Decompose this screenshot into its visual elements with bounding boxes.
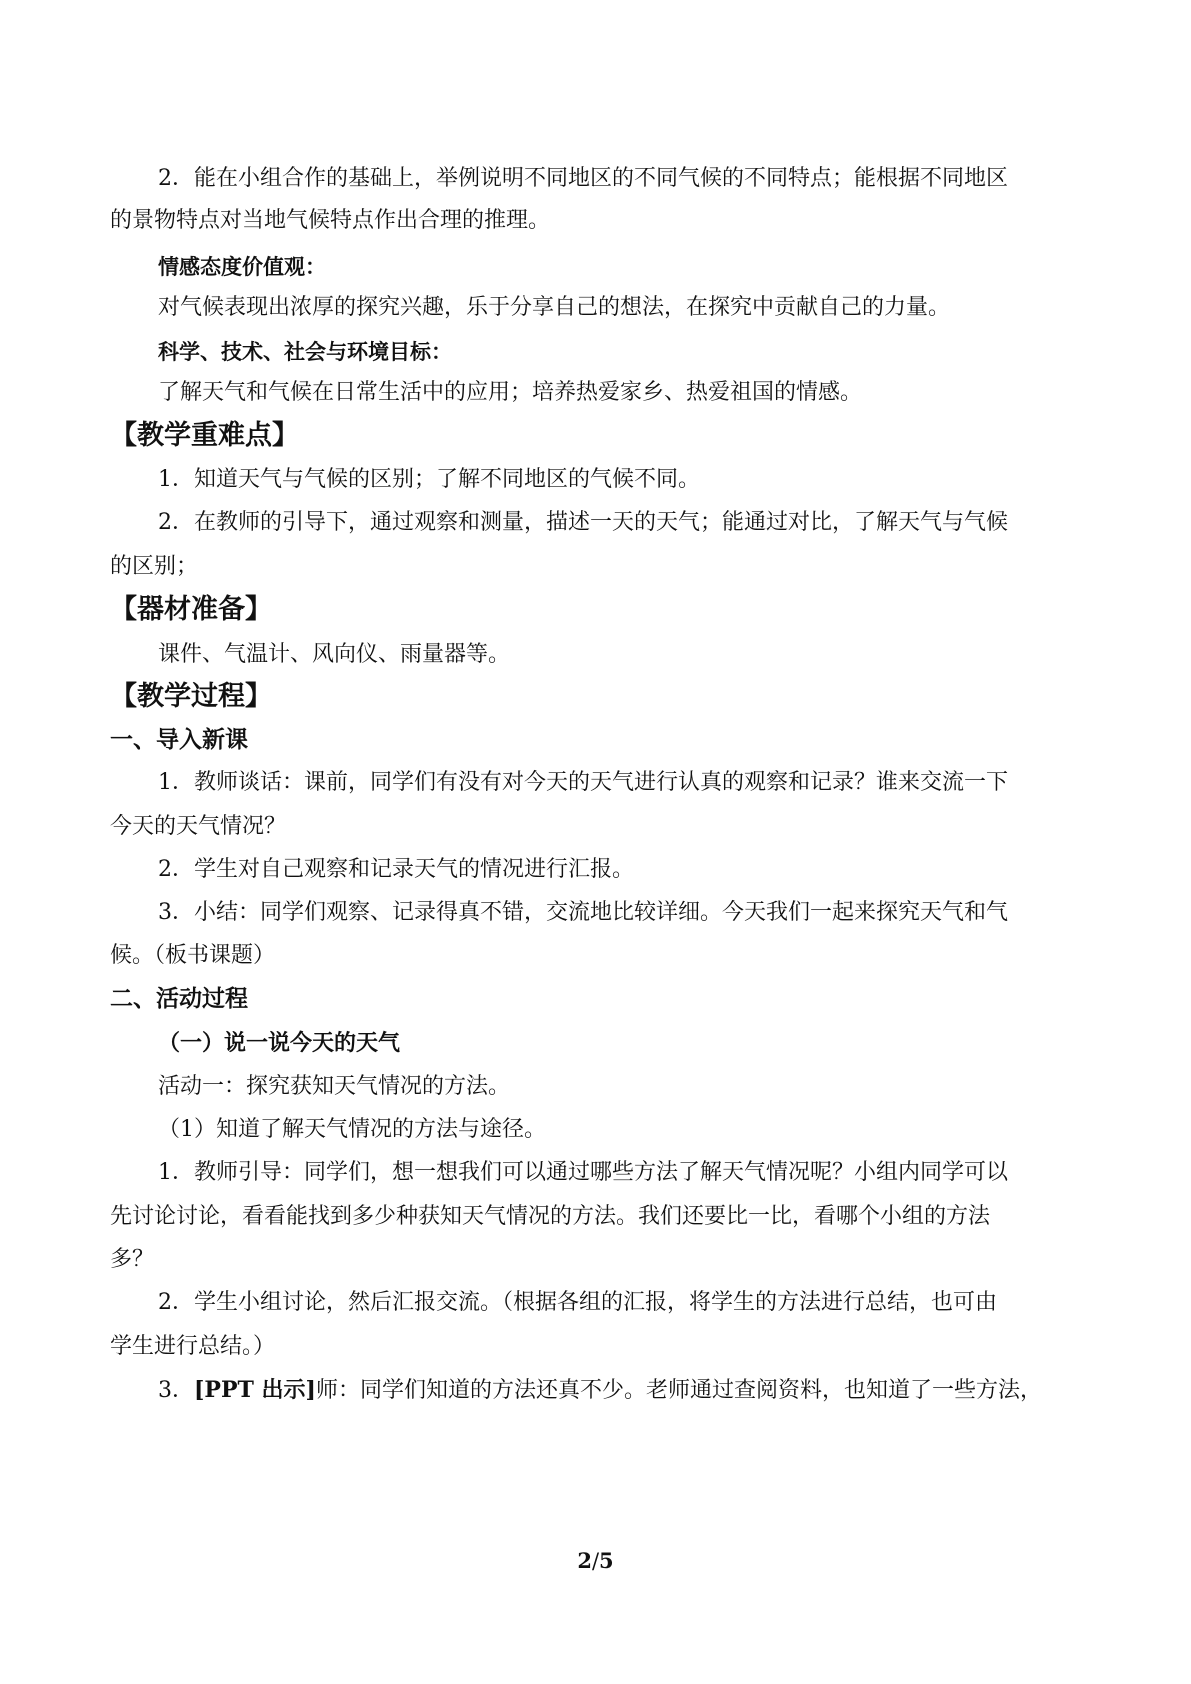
ppt-marker: [PPT 出示]: [194, 1377, 316, 1403]
paragraph-line: 2．学生小组讨论，然后汇报交流。（根据各组的汇报，将学生的方法进行总结，也可由: [158, 1290, 997, 1315]
paragraph-line: 2．能在小组合作的基础上，举例说明不同地区的不同气候的不同特点；能根据不同地区: [158, 166, 1008, 191]
subheading-affective-goals: 情感态度价值观：: [158, 254, 326, 279]
paragraph-line: 3．小结：同学们观察、记录得真不错，交流地比较详细。今天我们一起来探究天气和气: [158, 900, 1008, 925]
page-number-sep: /: [591, 1549, 600, 1573]
paragraph-line: 候。（板书课题）: [110, 943, 276, 968]
paragraph-line: 1．教师谈话：课前，同学们有没有对今天的天气进行认真的观察和记录？谁来交流一下: [158, 770, 1008, 795]
paragraph-line: 先讨论讨论，看看能找到多少种获知天气情况的方法。我们还要比一比，看哪个小组的方法: [110, 1204, 991, 1229]
paragraph-line: 2．在教师的引导下，通过观察和测量，描述一天的天气；能通过对比，了解天气与气候: [158, 510, 1008, 535]
page-number: [0, 1548, 1191, 1573]
page-number-current: 2: [577, 1548, 592, 1573]
paragraph-line: 课件、气温计、风向仪、雨量器等。: [158, 642, 511, 667]
page-number-total: 5: [599, 1548, 614, 1573]
subheading-stse-goals: 科学、技术、社会与环境目标：: [158, 339, 452, 364]
paragraph-line: 1．教师引导：同学们，想一想我们可以通过哪些方法了解天气情况呢？小组内同学可以: [158, 1160, 1008, 1185]
paragraph-line: 的区别；: [110, 554, 199, 579]
paragraph-line: [158, 1375, 1191, 1406]
section-activity-process: 二、活动过程: [110, 985, 248, 1012]
subsection-todays-weather: （一）说一说今天的天气: [158, 1030, 401, 1056]
paragraph-line: 多？: [110, 1247, 155, 1272]
paragraph-line: 对气候表现出浓厚的探究兴趣，乐于分享自己的想法，在探究中贡献自己的力量。: [158, 295, 951, 320]
heading-materials: 【器材准备】: [110, 594, 272, 625]
section-introduction: 一、导入新课: [110, 726, 248, 753]
paragraph-line: 了解天气和气候在日常生活中的应用；培养热爱家乡、热爱祖国的情感。: [158, 380, 863, 405]
paragraph-line: 1．知道天气与气候的区别；了解不同地区的气候不同。: [158, 467, 700, 492]
paragraph-line: 2．学生对自己观察和记录天气的情况进行汇报。: [158, 857, 634, 882]
paragraph-line: 活动一：探究获知天气情况的方法。: [158, 1074, 511, 1099]
paragraph-line: 学生进行总结。）: [110, 1334, 276, 1359]
line-prefix: 3．: [158, 1378, 194, 1403]
paragraph-line: 今天的天气情况？: [110, 814, 287, 839]
paragraph-line: 的景物特点对当地气候特点作出合理的推理。: [110, 208, 551, 233]
heading-key-points: 【教学重难点】: [110, 420, 299, 451]
line-rest: 师：同学们知道的方法还真不少。老师通过查阅资料，也知道了一些方法，: [315, 1378, 1042, 1403]
heading-teaching-process: 【教学过程】: [110, 681, 272, 712]
paragraph-line: （1）知道了解天气情况的方法与途径。: [158, 1117, 546, 1142]
